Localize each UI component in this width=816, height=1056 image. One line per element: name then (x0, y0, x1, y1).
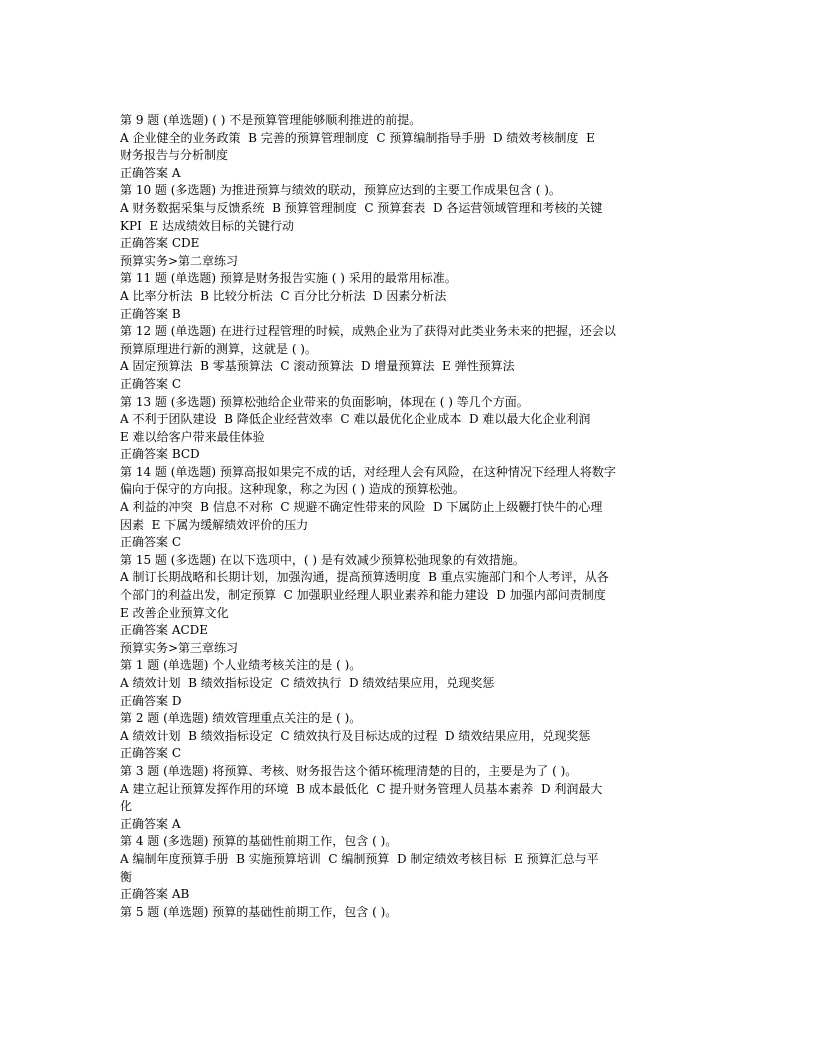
text-line: E 改善企业预算文化 (120, 605, 229, 620)
text-line: 个部门的利益出发，制定预算 C 加强职业经理人职业素养和能力建设 D 加强内部问责制度 (120, 588, 606, 603)
text-line: A 利益的冲突 B 信息不对称 C 规避不确定性带来的风险 D 下属防止上级鞭打快牛的心理 (120, 500, 603, 515)
text-line: 正确答案 BCD (120, 447, 200, 462)
text-line: 第 11 题 (单选题) 预算是财务报告实施 ( ) 采用的最常用标准。 (120, 271, 457, 286)
text-line: 第 12 题 (单选题) 在进行过程管理的时候，成熟企业为了获得对此类业务未来的把握，还会以 (120, 324, 616, 339)
text-line: A 财务数据采集与反馈系统 B 预算管理制度 C 预算套表 D 各运营领域管理和考核的关键 (120, 200, 603, 215)
text-line: 预算实务>第三章练习 (120, 640, 239, 655)
text-line: 预算原理进行新的测算，这就是 ( )。 (120, 341, 317, 356)
text-line: 第 4 题 (多选题) 预算的基础性前期工作，包含 ( )。 (120, 834, 398, 849)
text-line: 第 1 题 (单选题) 个人业绩考核关注的是 ( )。 (120, 658, 362, 673)
text-line: 正确答案 B (120, 306, 181, 321)
text-line: A 编制年度预算手册 B 实施预算培训 C 编制预算 D 制定绩效考核目标 E 预算汇总与平 (120, 851, 599, 866)
text-line: 因素 E 下属为缓解绩效评价的压力 (120, 517, 309, 532)
text-line: 第 10 题 (多选题) 为推进预算与绩效的联动，预算应达到的主要工作成果包含 ( )。 (120, 183, 561, 198)
text-line: A 固定预算法 B 零基预算法 C 滚动预算法 D 增量预算法 E 弹性预算法 (120, 359, 515, 374)
text-line: A 企业健全的业务政策 B 完善的预算管理制度 C 预算编制指导手册 D 绩效考核制度 E (120, 130, 595, 145)
text-line: 化 (120, 799, 133, 814)
text-line: 偏向于保守的方向报。这种现象，称之为因 ( ) 造成的预算松弛。 (120, 482, 465, 497)
text-line: A 建立起让预算发挥作用的环境 B 成本最低化 C 提升财务管理人员基本素养 D 利润最大 (120, 781, 603, 796)
text-line: 第 13 题 (多选题) 预算松弛给企业带来的负面影响，体现在 ( ) 等几个方面。 (120, 394, 529, 409)
text-line: 财务报告与分析制度 (120, 148, 229, 163)
document-page (120, 112, 698, 921)
text-line: A 不利于团队建设 B 降低企业经营效率 C 难以最优化企业成本 D 难以最大化企业利润 (120, 412, 591, 427)
text-line: KPI E 达成绩效目标的关键行动 (120, 218, 294, 233)
text-line: 正确答案 C (120, 376, 181, 391)
text-line: 第 2 题 (单选题) 绩效管理重点关注的是 ( )。 (120, 711, 362, 726)
text-line: A 比率分析法 B 比较分析法 C 百分比分析法 D 因素分析法 (120, 288, 447, 303)
text-line: 第 9 题 (单选题) ( ) 不是预算管理能够顺利推进的前提。 (120, 113, 422, 127)
text-line: 正确答案 CDE (120, 236, 200, 251)
text-line: 正确答案 A (120, 165, 181, 180)
text-line: 正确答案 C (120, 535, 181, 550)
text-line: 预算实务>第二章练习 (120, 253, 239, 268)
text-line: 正确答案 C (120, 746, 181, 761)
text-line: A 制订长期战略和长期计划，加强沟通，提高预算透明度 B 重点实施部门和个人考评，从各 (120, 570, 609, 585)
text-line: 正确答案 A (120, 816, 181, 831)
text-line: 第 14 题 (单选题) 预算高报如果完不成的话，对经理人会有风险，在这种情况下经理人将数字 (120, 464, 616, 479)
text-line: 正确答案 D (120, 693, 182, 708)
text-line: A 绩效计划 B 绩效指标设定 C 绩效执行及目标达成的过程 D 绩效结果应用，兑现奖惩 (120, 728, 591, 743)
text-line: 衡 (120, 869, 133, 884)
text-line: 正确答案 ACDE (120, 623, 209, 638)
text-line: 第 15 题 (多选题) 在以下选项中，( ) 是有效减少预算松弛现象的有效措施。 (120, 552, 525, 567)
text-line: 正确答案 AB (120, 887, 190, 902)
text-line: E 难以给客户带来最佳体验 (120, 429, 265, 444)
text-line: 第 5 题 (单选题) 预算的基础性前期工作，包含 ( )。 (120, 904, 398, 919)
text-line: 第 3 题 (单选题) 将预算、考核、财务报告这个循环梳理清楚的目的，主要是为了 ( )。 (120, 763, 578, 778)
text-line: A 绩效计划 B 绩效指标设定 C 绩效执行 D 绩效结果应用，兑现奖惩 (120, 676, 495, 690)
